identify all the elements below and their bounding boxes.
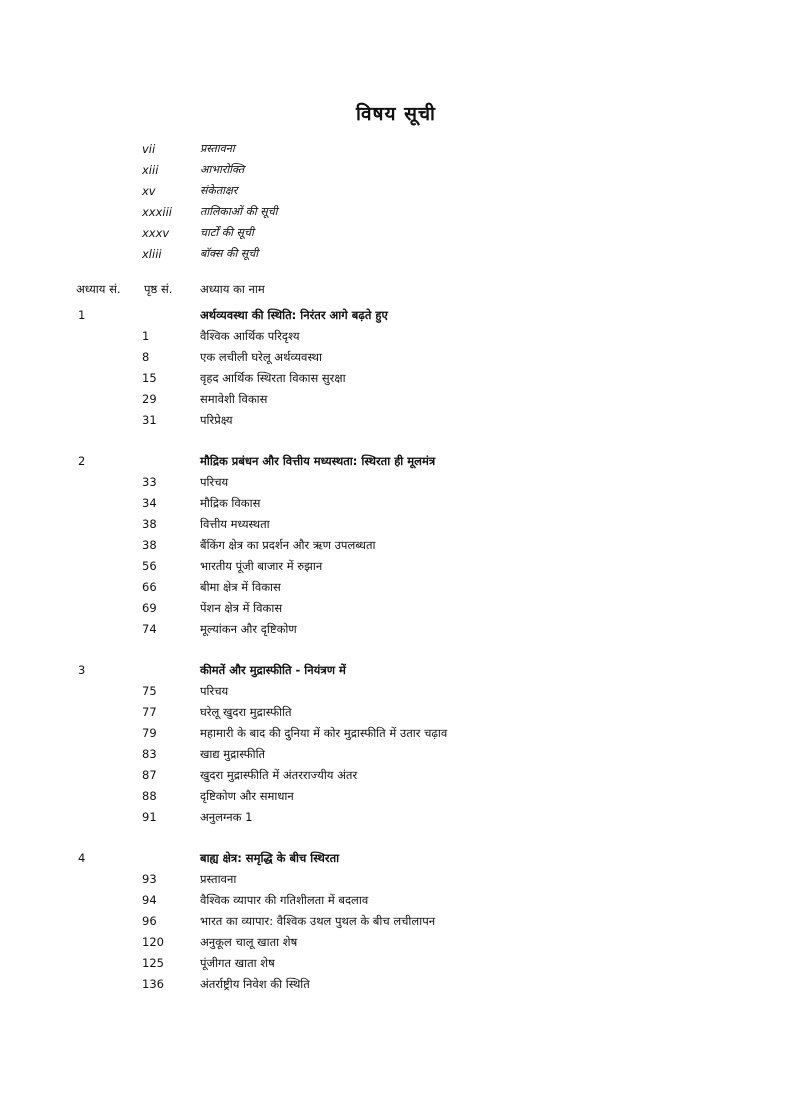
- section-page: 96: [142, 914, 157, 928]
- section-row: [0, 953, 792, 974]
- section-row: [0, 681, 792, 702]
- front-matter-item: [0, 159, 792, 180]
- section-label: पेंशन क्षेत्र में विकास: [200, 601, 283, 615]
- section-label: खाद्य मुद्रास्फीति: [200, 747, 266, 761]
- chapter-title: मौद्रिक प्रबंधन और वित्तीय मध्यस्थता: स्थिरता ही मूलमंत्र: [200, 454, 436, 468]
- section-row: [0, 598, 792, 619]
- section-page: 120: [142, 935, 164, 949]
- front-matter-page: xxxiii: [142, 205, 173, 219]
- chapter-row: [0, 451, 792, 472]
- chapter-title: अर्थव्यवस्था की स्थिति: निरंतर आगे बढ़ते हुए: [200, 308, 388, 322]
- section-label: समावेशी विकास: [200, 392, 268, 406]
- section-page: 34: [142, 496, 157, 510]
- section-label: घरेलू खुदरा मुद्रास्फीति: [200, 705, 292, 719]
- section-label: अनुकूल चालू खाता शेष: [200, 935, 298, 949]
- section-label: अंतर्राष्ट्रीय निवेश की स्थिति: [200, 977, 310, 991]
- section-row: [0, 932, 792, 953]
- front-matter-list: [0, 138, 792, 264]
- section-label: दृष्टिकोण और समाधान: [200, 789, 294, 803]
- section-page: 77: [142, 705, 157, 719]
- section-label: वित्तीय मध्यस्थता: [200, 517, 270, 531]
- front-matter-page: vii: [142, 142, 156, 156]
- section-page: 91: [142, 810, 157, 824]
- section-label: परिचय: [200, 475, 229, 489]
- section-row: [0, 786, 792, 807]
- section-page: 38: [142, 517, 157, 531]
- section-label: मौद्रिक विकास: [200, 496, 261, 510]
- chapter-spacer: [0, 828, 792, 848]
- front-matter-label: बॉक्स की सूची: [200, 247, 259, 260]
- chapter-title: कीमतें और मुद्रास्फीति - नियंत्रण में: [200, 663, 346, 677]
- section-row: [0, 493, 792, 514]
- section-page: 8: [142, 350, 150, 364]
- section-page: 136: [142, 977, 164, 991]
- section-row: [0, 326, 792, 347]
- front-matter-label: प्रस्तावना: [200, 142, 235, 155]
- chapter-number: 1: [78, 308, 86, 322]
- chapter-spacer: [0, 640, 792, 660]
- column-headers: [0, 282, 792, 302]
- section-row: [0, 619, 792, 640]
- section-label: भारत का व्यापार: वैश्विक उथल पुथल के बीच लचीलापन: [200, 914, 436, 928]
- section-label: पूंजीगत खाता शेष: [200, 956, 275, 970]
- section-row: [0, 911, 792, 932]
- section-page: 93: [142, 872, 157, 886]
- section-row: [0, 577, 792, 598]
- section-label: परिप्रेक्ष्य: [200, 413, 233, 427]
- page-title: विषय सूची: [356, 103, 436, 125]
- section-row: [0, 347, 792, 368]
- section-label: प्रस्तावना: [200, 872, 237, 886]
- section-page: 87: [142, 768, 157, 782]
- section-row: [0, 765, 792, 786]
- front-matter-item: [0, 222, 792, 243]
- section-label: मूल्यांकन और दृष्टिकोण: [200, 622, 297, 636]
- section-row: [0, 472, 792, 493]
- section-row: [0, 869, 792, 890]
- section-page: 31: [142, 413, 157, 427]
- section-page: 66: [142, 580, 157, 594]
- section-row: [0, 535, 792, 556]
- section-row: [0, 556, 792, 577]
- section-label: एक लचीली घरेलू अर्थव्यवस्था: [200, 350, 323, 364]
- section-page: 33: [142, 475, 157, 489]
- section-row: [0, 890, 792, 911]
- chapter-number: 2: [78, 454, 86, 468]
- section-row: [0, 389, 792, 410]
- front-matter-label: आभारोक्ति: [200, 163, 245, 176]
- header-chapter-no: अध्याय सं.: [76, 282, 121, 296]
- front-matter-item: [0, 180, 792, 201]
- header-chapter-name: अध्याय का नाम: [200, 282, 265, 296]
- front-matter-label: संकेताक्षर: [200, 184, 238, 197]
- section-page: 125: [142, 956, 164, 970]
- section-page: 88: [142, 789, 157, 803]
- front-matter-page: xxxv: [142, 226, 170, 240]
- front-matter-page: xiii: [142, 163, 159, 177]
- chapter-number: 3: [78, 663, 86, 677]
- section-row: [0, 723, 792, 744]
- section-label: महामारी के बाद की दुनिया में कोर मुद्रास्फीति में उतार चढ़ाव: [200, 726, 448, 740]
- chapter-number: 4: [78, 851, 86, 865]
- front-matter-item: [0, 243, 792, 264]
- section-row: [0, 368, 792, 389]
- section-page: 38: [142, 538, 157, 552]
- section-page: 56: [142, 559, 157, 573]
- section-page: 94: [142, 893, 157, 907]
- section-row: [0, 410, 792, 431]
- section-row: [0, 514, 792, 535]
- section-page: 69: [142, 601, 157, 615]
- chapter-row: [0, 660, 792, 681]
- section-page: 79: [142, 726, 157, 740]
- section-label: बीमा क्षेत्र में विकास: [200, 580, 281, 594]
- front-matter-label: तालिकाओं की सूची: [200, 205, 278, 218]
- section-label: बैंकिंग क्षेत्र का प्रदर्शन और ऋण उपलब्धता: [200, 538, 376, 552]
- front-matter-page: xv: [142, 184, 156, 198]
- header-page-no: पृष्ठ सं.: [144, 282, 173, 296]
- section-row: [0, 807, 792, 828]
- front-matter-item: [0, 201, 792, 222]
- section-row: [0, 974, 792, 995]
- section-page: 1: [142, 329, 150, 343]
- chapter-spacer: [0, 431, 792, 451]
- section-label: परिचय: [200, 684, 229, 698]
- section-page: 29: [142, 392, 157, 406]
- section-label: खुदरा मुद्रास्फीति में अंतरराज्यीय अंतर: [200, 768, 358, 782]
- section-page: 15: [142, 371, 157, 385]
- section-label: अनुलग्नक 1: [200, 810, 253, 824]
- section-label: वैश्विक आर्थिक परिदृश्य: [200, 329, 300, 343]
- chapter-row: [0, 305, 792, 326]
- chapter-title: बाह्य क्षेत्र: समृद्धि के बीच स्थिरता: [200, 851, 340, 865]
- chapter-list: [0, 305, 792, 995]
- front-matter-item: [0, 138, 792, 159]
- section-page: 74: [142, 622, 157, 636]
- front-matter-page: xliii: [142, 247, 162, 261]
- section-row: [0, 702, 792, 723]
- section-row: [0, 744, 792, 765]
- section-label: वैश्विक व्यापार की गतिशीलता में बदलाव: [200, 893, 369, 907]
- front-matter-label: चार्टों की सूची: [200, 226, 254, 239]
- section-label: वृहद आर्थिक स्थिरता विकास सुरक्षा: [200, 371, 346, 385]
- chapter-row: [0, 848, 792, 869]
- section-label: भारतीय पूंजी बाजार में रुझान: [200, 559, 323, 573]
- section-page: 75: [142, 684, 157, 698]
- section-page: 83: [142, 747, 157, 761]
